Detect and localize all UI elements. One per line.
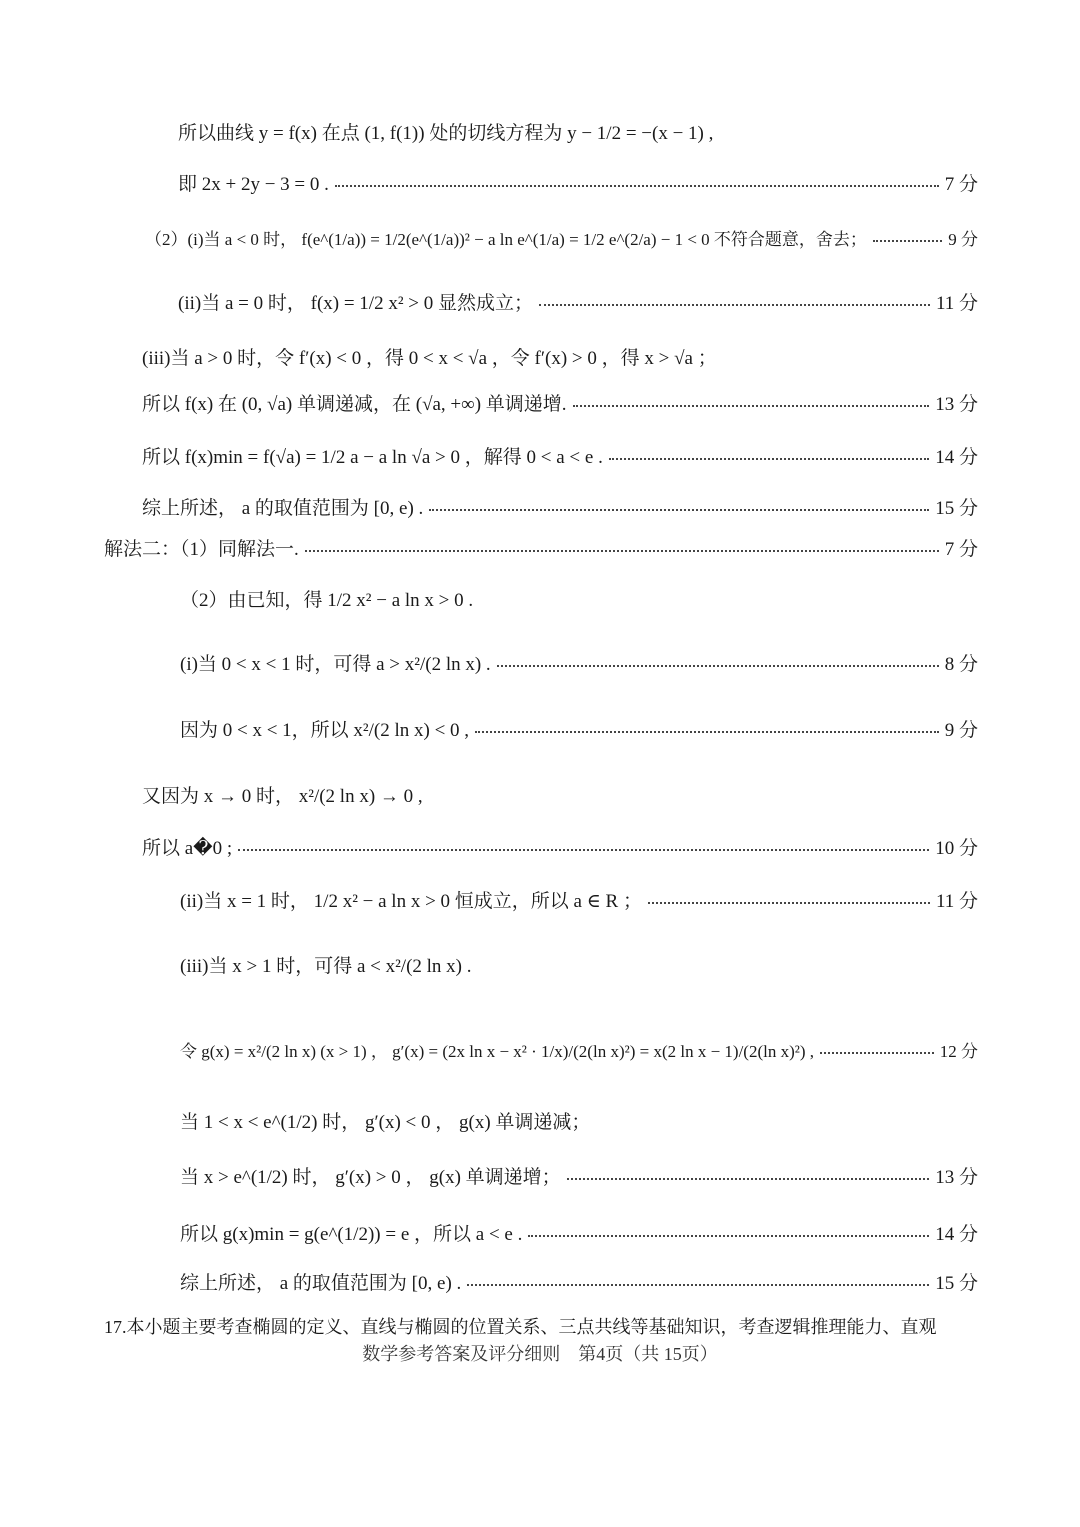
solution-line: [180, 1032, 978, 1066]
score-label: 11 分: [935, 890, 978, 912]
solution-line: [178, 286, 978, 316]
score-label: 13 分: [935, 1166, 978, 1188]
solution-line: [142, 440, 978, 470]
solution-line: [180, 1218, 978, 1246]
leader-dots: [238, 847, 929, 851]
line-text: (ii)当 a = 0 时， f(x) = 1/2 x² > 0 显然成立；: [178, 292, 533, 314]
leader-dots: [567, 1176, 930, 1180]
solution-line: [142, 778, 978, 810]
solution-line: [180, 1267, 978, 1295]
leader-dots: [475, 729, 939, 733]
solution-line: [142, 388, 978, 416]
line-text: 所以 a�0 ;: [142, 837, 233, 859]
line-text: 所以 f(x)min = f(√a) = 1/2 a − a ln √a > 0 ，解得 0 < a < e .: [142, 446, 603, 468]
solution-line: [142, 342, 978, 370]
line-text: 当 1 < x < e^(1/2) 时， g′(x) < 0 ， g(x) 单调递减；: [180, 1111, 591, 1133]
solution-line: [180, 884, 978, 914]
score-label: 15 分: [935, 1272, 978, 1294]
solution-line: [104, 533, 978, 561]
leader-dots: [528, 1233, 929, 1237]
line-text: 17.本小题主要考查椭圆的定义、直线与椭圆的位置关系、三点共线等基础知识，考查逻辑推理能力、直观: [104, 1317, 937, 1337]
solution-line: [142, 492, 978, 520]
leader-dots: [648, 900, 930, 904]
leader-dots: [820, 1050, 934, 1054]
line-text: 因为 0 < x < 1，所以 x²/(2 ln x) < 0 ,: [180, 719, 470, 741]
leader-dots: [873, 238, 942, 242]
line-text: （2）(i)当 a < 0 时， f(e^(1/a)) = 1/2(e^(1/a))² − a ln e^(1/a) = 1/2 e^(2/a) − 1 < 0 不符合题意，舍去；: [145, 229, 867, 249]
line-text: 综上所述， a 的取值范围为 [0, e) .: [142, 497, 424, 519]
line-text: 解法二：（1）同解法一.: [104, 538, 299, 560]
score-label: 11 分: [935, 292, 978, 314]
score-label: 7 分: [944, 538, 978, 560]
solution-line: [180, 646, 978, 678]
score-label: 15 分: [935, 497, 978, 519]
line-text: (i)当 0 < x < 1 时，可得 a > x²/(2 ln x) .: [180, 653, 491, 675]
line-text: （2）由已知，得 1/2 x² − a ln x > 0 .: [180, 589, 474, 611]
score-label: 14 分: [935, 1223, 978, 1245]
leader-dots: [335, 183, 939, 187]
line-text: (iii)当 a > 0 时，令 f′(x) < 0 ，得 0 < x < √a ，令 f′(x) > 0 ，得 x > √a ；: [142, 347, 717, 369]
solution-line: [180, 1161, 978, 1189]
solution-line: [145, 220, 978, 254]
line-text: 综上所述， a 的取值范围为 [0, e) .: [180, 1272, 462, 1294]
line-text: (iii)当 x > 1 时，可得 a < x²/(2 ln x) .: [180, 955, 472, 977]
line-text: 所以 f(x) 在 (0, √a) 单调递减，在 (√a, +∞) 单调递增.: [142, 393, 567, 415]
score-label: 12 分: [939, 1041, 978, 1061]
line-text: 所以曲线 y = f(x) 在点 (1, f(1)) 处的切线方程为 y − 1/2 = −(x − 1) ,: [178, 122, 714, 144]
leader-dots: [467, 1282, 929, 1286]
leader-dots: [539, 302, 930, 306]
solution-line: [142, 832, 978, 860]
solution-line: [180, 582, 978, 614]
line-text: 所以 g(x)min = g(e^(1/2)) = e ，所以 a < e .: [180, 1223, 523, 1245]
solution-line: [104, 1312, 978, 1340]
score-label: 7 分: [944, 173, 978, 195]
score-label: 13 分: [935, 393, 978, 415]
leader-dots: [497, 663, 939, 667]
line-text: 又因为 x → 0 时， x²/(2 ln x) → 0 ,: [142, 785, 423, 807]
leader-dots: [573, 403, 930, 407]
score-label: 14 分: [935, 446, 978, 468]
solution-line: [180, 1106, 978, 1134]
leader-dots: [609, 456, 929, 460]
score-label: 9 分: [944, 719, 978, 741]
line-text: 即 2x + 2y − 3 = 0 .: [178, 173, 329, 195]
score-label: 8 分: [944, 653, 978, 675]
line-text: 令 g(x) = x²/(2 ln x) (x > 1) ， g′(x) = (2x ln x − x² · 1/x)/(2(ln x)²) = x(2 ln x − 1)/(2(ln x)²) ,: [180, 1041, 815, 1061]
solution-line: [180, 712, 978, 744]
score-label: 10 分: [935, 837, 978, 859]
score-label: 9 分: [948, 229, 978, 249]
line-text: 当 x > e^(1/2) 时， g′(x) > 0 ， g(x) 单调递增；: [180, 1166, 561, 1188]
leader-dots: [429, 507, 929, 511]
solution-line: [178, 114, 978, 148]
line-text: (ii)当 x = 1 时， 1/2 x² − a ln x > 0 恒成立，所以 a ∈ R ；: [180, 890, 642, 912]
leader-dots: [305, 548, 939, 552]
solution-line: [178, 168, 978, 196]
solution-line: [180, 948, 978, 980]
page-footer: 数学参考答案及评分细则 第4页（共 15页）: [362, 1344, 718, 1364]
